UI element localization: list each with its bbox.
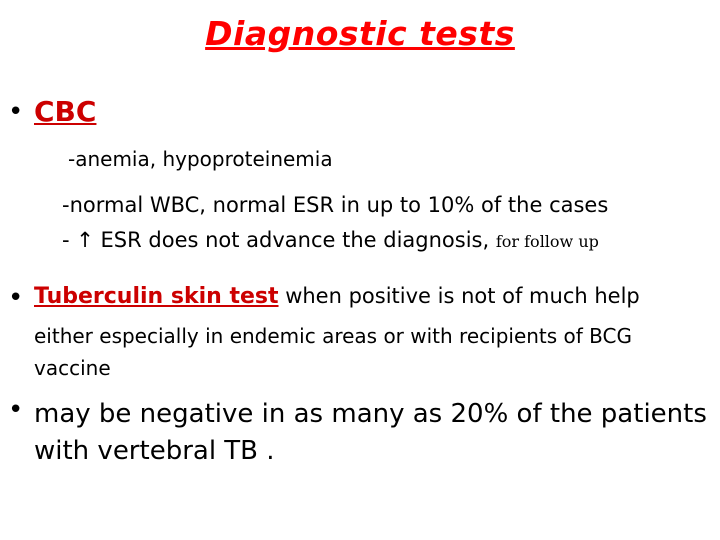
cbc-line-esr-main: - ↑ ESR does not advance the diagnosis,	[62, 228, 496, 252]
cbc-heading: CBC	[34, 95, 97, 128]
bullet-cbc: •	[8, 97, 24, 127]
cbc-line-anemia: -anemia, hypoproteinemia	[68, 147, 333, 171]
tuberculin-heading	[34, 284, 640, 309]
negative-text: may be negative in as many as 20% of the patients with vertebral TB .	[34, 399, 707, 466]
tuberculin-title: Tuberculin skin test	[34, 284, 279, 309]
cbc-line-wbc-esr: -normal WBC, normal ESR in up to 10% of the cases	[62, 193, 609, 217]
cbc-line-esr-diagnosis	[62, 228, 599, 252]
tuberculin-head-rest: when positive is not of much help	[278, 284, 640, 308]
bullet-tuberculin: •	[8, 283, 24, 313]
bullet-negative: •	[8, 395, 24, 425]
tuberculin-body: either especially in endemic areas or with recipients of BCG vaccine	[34, 324, 633, 380]
page-title: Diagnostic tests	[205, 14, 515, 53]
cbc-line-esr-followup: for follow up	[495, 232, 599, 251]
